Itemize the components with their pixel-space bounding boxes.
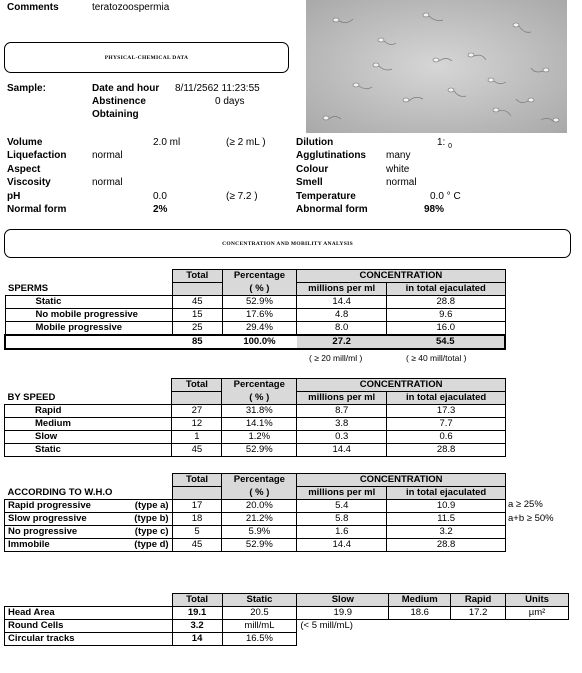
percentage-header: Percentage [222, 270, 297, 283]
row-pct: 21.2% [222, 513, 297, 526]
spacer [389, 620, 451, 633]
spacer [506, 620, 569, 633]
table-row [5, 418, 506, 431]
table-row [5, 607, 569, 620]
spacer [389, 633, 451, 646]
row-ej: 11.5 [387, 513, 506, 526]
volume-value: 2.0 ml [153, 137, 181, 148]
units-header: Units [506, 594, 569, 607]
row-mpm: 4.8 [297, 309, 387, 322]
percent-unit: ( % ) [222, 392, 297, 405]
viscosity-label: Viscosity [7, 177, 51, 188]
row-label: No progressive (type c) [5, 526, 173, 539]
aspect-label: Aspect [7, 164, 41, 175]
row-ej: 7.7 [387, 418, 506, 431]
head-area-slow: 19.9 [297, 607, 389, 620]
who-title: ACCORDING TO W.H.O [5, 487, 173, 500]
abstinence-value: 0 days [215, 96, 245, 107]
row-ej: 9.6 [387, 309, 505, 322]
colour-label: Colour [296, 164, 329, 175]
row-pct: 52.9% [222, 539, 297, 552]
millions-header: millions per ml [297, 283, 387, 296]
speed-title: BY SPEED [5, 392, 172, 405]
spacer [172, 283, 222, 296]
who-note-ab: a+b ≥ 50% [508, 513, 554, 524]
viscosity-value: normal [92, 177, 123, 188]
table-row [5, 620, 569, 633]
percentage-header: Percentage [222, 474, 297, 487]
row-pct: 29.4% [222, 322, 297, 336]
ejaculated-header: in total ejaculated [387, 392, 506, 405]
row-mpm: 8.7 [297, 405, 387, 418]
abstinence-label: Abstinence [92, 96, 146, 107]
head-area-total: 19.1 [172, 607, 222, 620]
table-row [5, 322, 505, 336]
ref-ej: ( ≥ 40 mill/total ) [406, 353, 467, 363]
round-cells-unit: mill/mL [222, 620, 297, 633]
sperm-micrograph-icon [306, 0, 567, 133]
percent-unit: ( % ) [222, 283, 297, 296]
abnormal-form-value: 98% [424, 204, 445, 215]
table-row [5, 500, 506, 513]
concentration-mobility-banner: CONCENTRATION AND MOBILITY ANALYSIS [4, 229, 571, 258]
row-label: Slow [5, 431, 172, 444]
row-label: Mobile progressive [5, 322, 172, 336]
row-mpm: 3.8 [297, 418, 387, 431]
row-ej: 17.3 [387, 405, 506, 418]
table-row [5, 526, 506, 539]
row-ej: 16.0 [387, 322, 505, 336]
row-mpm: 0.3 [297, 431, 387, 444]
spacer [451, 620, 506, 633]
percentage-header: Percentage [222, 379, 297, 392]
spacer [5, 474, 173, 487]
date-label: Date and hour [92, 83, 160, 94]
row-label: Static [5, 444, 172, 457]
ph-value: 0.0 [153, 191, 167, 202]
dilution-value: 1: $_0$ [437, 137, 453, 150]
spacer [506, 633, 569, 646]
sample-label: Sample: [7, 83, 46, 94]
sum-row [5, 335, 505, 349]
temperature-value: 0.0 ° C [430, 191, 461, 202]
concentration-header: CONCENTRATION [297, 379, 506, 392]
round-cells-label: Round Cells [5, 620, 173, 633]
row-total: 45 [172, 296, 222, 309]
liquefaction-value: normal [92, 150, 123, 161]
spacer [5, 594, 173, 607]
total-header: Total [172, 474, 222, 487]
row-label: Medium [5, 418, 172, 431]
sperms-table [4, 269, 506, 350]
row-total: 45 [172, 539, 222, 552]
row-label: Immobile (type d) [5, 539, 173, 552]
row-mpm: 14.4 [297, 444, 387, 457]
static-header: Static [222, 594, 297, 607]
row-pct: 5.9% [222, 526, 297, 539]
row-mpm: 1.6 [297, 526, 387, 539]
table-row [5, 296, 505, 309]
row-label: No mobile progressive [5, 309, 172, 322]
table-row [5, 431, 506, 444]
total-header: Total [172, 594, 222, 607]
row-total: 25 [172, 322, 222, 336]
table-row [5, 633, 569, 646]
row-pct: 17.6% [222, 309, 297, 322]
row-ej: 3.2 [387, 526, 506, 539]
row-mpm: 5.4 [297, 500, 387, 513]
table-row [5, 539, 506, 552]
row-pct: 52.9% [222, 444, 297, 457]
concentration-header: CONCENTRATION [297, 270, 505, 283]
row-label: Static [5, 296, 172, 309]
row-ej: 28.8 [387, 444, 506, 457]
row-pct: 20.0% [222, 500, 297, 513]
ph-label: pH [7, 191, 21, 202]
agglutinations-value: many [386, 150, 411, 161]
temperature-label: Temperature [296, 191, 356, 202]
total-header: Total [172, 270, 222, 283]
table-row [5, 444, 506, 457]
microscope-image [306, 0, 567, 133]
spacer [172, 392, 222, 405]
sum-mpm: 27.2 [297, 335, 387, 349]
head-area-label: Head Area [5, 607, 173, 620]
speed-table [4, 378, 506, 457]
dilution-label: Dilution [296, 137, 334, 148]
agglutinations-label: Agglutinations [296, 150, 366, 161]
spacer [5, 379, 172, 392]
ph-ref: (≥ 7.2 ) [226, 191, 258, 202]
rapid-header: Rapid [451, 594, 506, 607]
row-pct: 31.8% [222, 405, 297, 418]
concentration-header: CONCENTRATION [297, 474, 506, 487]
total-header: Total [172, 379, 222, 392]
row-total: 18 [172, 513, 222, 526]
head-area-units: µm² [506, 607, 569, 620]
row-total: 1 [172, 431, 222, 444]
sum-ej: 54.5 [387, 335, 505, 349]
row-total: 15 [172, 309, 222, 322]
spacer [172, 487, 222, 500]
row-mpm: 14.4 [297, 296, 387, 309]
row-pct: 52.9% [222, 296, 297, 309]
smell-label: Smell [296, 177, 323, 188]
row-pct: 1.2% [222, 431, 297, 444]
liquefaction-label: Liquefaction [7, 150, 67, 161]
row-total: 5 [172, 526, 222, 539]
who-table [4, 473, 506, 552]
round-cells-ref: (< 5 mill/mL) [300, 620, 353, 632]
row-label: Rapid [5, 405, 172, 418]
ejaculated-header: in total ejaculated [387, 283, 505, 296]
millions-header: millions per ml [297, 392, 387, 405]
who-note-a: a ≥ 25% [508, 499, 543, 510]
ref-mpm: ( ≥ 20 mill/ml ) [309, 353, 363, 363]
row-label: Slow progressive (type b) [5, 513, 173, 526]
sperms-title: SPERMS [5, 283, 172, 296]
volume-label: Volume [7, 137, 43, 148]
spacer [5, 335, 172, 349]
row-label: Rapid progressive (type a) [5, 500, 173, 513]
row-ej: 28.8 [387, 539, 506, 552]
comments-label: Comments [7, 2, 59, 13]
table-row [5, 513, 506, 526]
table-row [5, 405, 506, 418]
row-total: 17 [172, 500, 222, 513]
row-ej: 28.8 [387, 296, 505, 309]
colour-value: white [386, 164, 410, 175]
morphology-table [4, 593, 569, 646]
ejaculated-header: in total ejaculated [387, 487, 506, 500]
percent-unit: ( % ) [222, 487, 297, 500]
millions-header: millions per ml [297, 487, 387, 500]
comments-value: teratozoospermia [92, 2, 170, 13]
circular-label: Circular tracks [5, 633, 173, 646]
row-mpm: 8.0 [297, 322, 387, 336]
row-total: 12 [172, 418, 222, 431]
head-area-medium: 18.6 [389, 607, 451, 620]
head-area-rapid: 17.2 [451, 607, 506, 620]
normal-form-value: 2% [153, 204, 168, 215]
abnormal-form-label: Abnormal form [296, 204, 368, 215]
table-row [5, 309, 505, 322]
round-cells-total: 3.2 [172, 620, 222, 633]
medium-header: Medium [389, 594, 451, 607]
row-mpm: 5.8 [297, 513, 387, 526]
spacer [5, 270, 172, 283]
head-area-static: 20.5 [222, 607, 297, 620]
smell-value: normal [386, 177, 417, 188]
row-mpm: 14.4 [297, 539, 387, 552]
obtaining-label: Obtaining [92, 109, 139, 120]
sum-total: 85 [172, 335, 222, 349]
spacer [297, 633, 389, 646]
row-total: 27 [172, 405, 222, 418]
volume-ref: (≥ 2 mL ) [226, 137, 266, 148]
date-value: 8/11/2562 11:23:55 [175, 83, 260, 94]
normal-form-label: Normal form [7, 204, 67, 215]
spacer [451, 633, 506, 646]
circular-total: 14 [172, 633, 222, 646]
physical-chemical-banner: PHYSICAL-CHEMICAL DATA [4, 42, 289, 73]
slow-header: Slow [297, 594, 389, 607]
row-total: 45 [172, 444, 222, 457]
sum-pct: 100.0% [222, 335, 297, 349]
row-pct: 14.1% [222, 418, 297, 431]
circular-pct: 16.5% [222, 633, 297, 646]
row-ej: 10.9 [387, 500, 506, 513]
row-ej: 0.6 [387, 431, 506, 444]
